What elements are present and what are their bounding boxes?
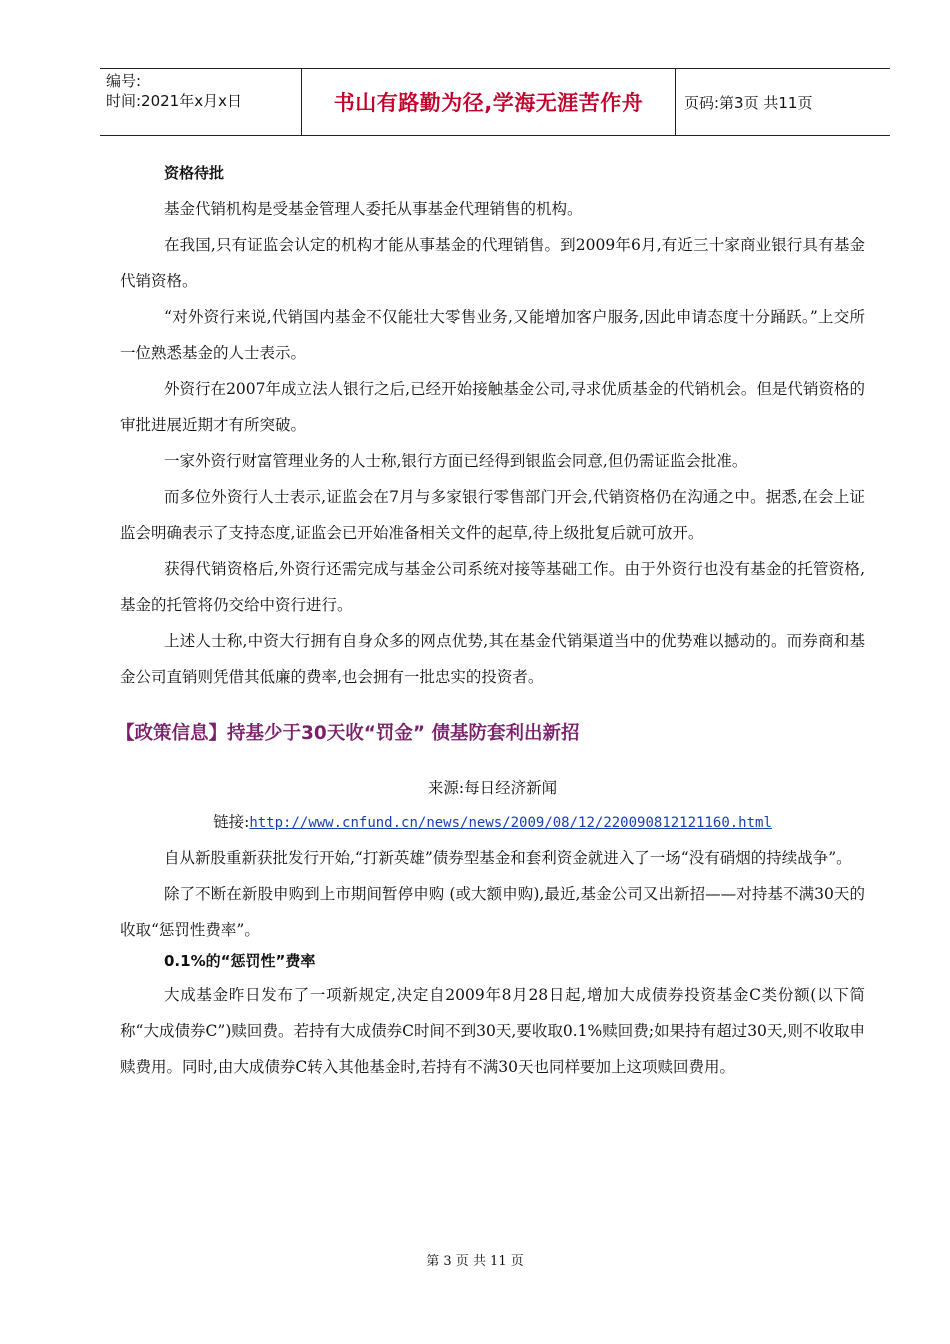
article-source: 来源:每日经济新闻 — [427, 779, 558, 797]
article-title: 【政策信息】持基少于30天收“罚金” 债基防套利出新招 — [116, 723, 580, 744]
page-footer: 第 3 页 共 11 页 — [426, 1254, 524, 1269]
sub-heading: 0.1%的“惩罚性”费率 — [164, 952, 316, 970]
paragraph: 而多位外资行人士表示,证监会在7月与多家银行零售部门开会,代销资格仍在沟通之中。据悉,在会上证监会明确表示了支持态度,证监会已开始准备相关文件的起草,待上级批复后就可放开。 — [120, 488, 865, 542]
paragraph: 外资行在2007年成立法人银行之后,已经开始接触基金公司,寻求优质基金的代销机会。但是代销资格的审批进展近期才有所突破。 — [120, 380, 865, 434]
page-info: 页码:第3页 共11页 — [684, 93, 813, 112]
page-header — [100, 68, 890, 136]
link-label: 链接: — [213, 813, 250, 831]
source-link[interactable]: http://www.cnfund.cn/news/news/2009/08/12/220090812121160.html — [249, 815, 772, 831]
paragraph: 基金代销机构是受基金管理人委托从事基金代理销售的机构。 — [164, 200, 583, 218]
section-heading: 资格待批 — [164, 164, 225, 182]
paragraph: “对外资行来说,代销国内基金不仅能壮大零售业务,又能增加客户服务,因此申请态度十分踊跃。”上交所一位熟悉基金的人士表示。 — [120, 308, 865, 362]
article-link-line — [120, 805, 865, 840]
header-page-cell — [676, 69, 890, 135]
paragraph: 在我国,只有证监会认定的机构才能从事基金的代理销售。到2009年6月,有近三十家商业银行具有基金代销资格。 — [120, 236, 865, 290]
paragraph: 大成基金昨日发布了一项新规定,决定自2009年8月28日起,增加大成债券投资基金C类份额(以下简称“大成债券C”)赎回费。若持有大成债券C时间不到30天,要收取0.1%赎回费;如果持有超过30天,则不收取申赎费用。同时,由大成债券C转入其他基金时,若持有不满30天也同样要加上这项赎回费用。 — [120, 986, 865, 1076]
paragraph: 获得代销资格后,外资行还需完成与基金公司系统对接等基础工作。由于外资行也没有基金的托管资格,基金的托管将仍交给中资行进行。 — [120, 560, 865, 614]
paragraph: 自从新股重新获批发行开始,“打新英雄”债券型基金和套利资金就进入了一场“没有硝烟的持续战争”。 — [164, 849, 852, 867]
paragraph: 一家外资行财富管理业务的人士称,银行方面已经得到银监会同意,但仍需证监会批准。 — [164, 452, 748, 470]
paragraph: 除了不断在新股申购到上市期间暂停申购 (或大额申购),最近,基金公司又出新招——对持基不满30天的收取“惩罚性费率”。 — [120, 885, 865, 939]
date-label: 时间:2021年x月x日 — [106, 92, 242, 110]
number-label: 编号: — [106, 72, 142, 90]
motto-text: 书山有路勤为径,学海无涯苦作舟 — [333, 91, 644, 115]
paragraph: 上述人士称,中资大行拥有自身众多的网点优势,其在基金代销渠道当中的优势难以撼动的。而券商和基金公司直销则凭借其低廉的费率,也会拥有一批忠实的投资者。 — [120, 632, 865, 686]
document-body — [116, 158, 865, 1085]
header-motto-cell — [302, 69, 676, 135]
header-left-cell — [100, 69, 302, 135]
